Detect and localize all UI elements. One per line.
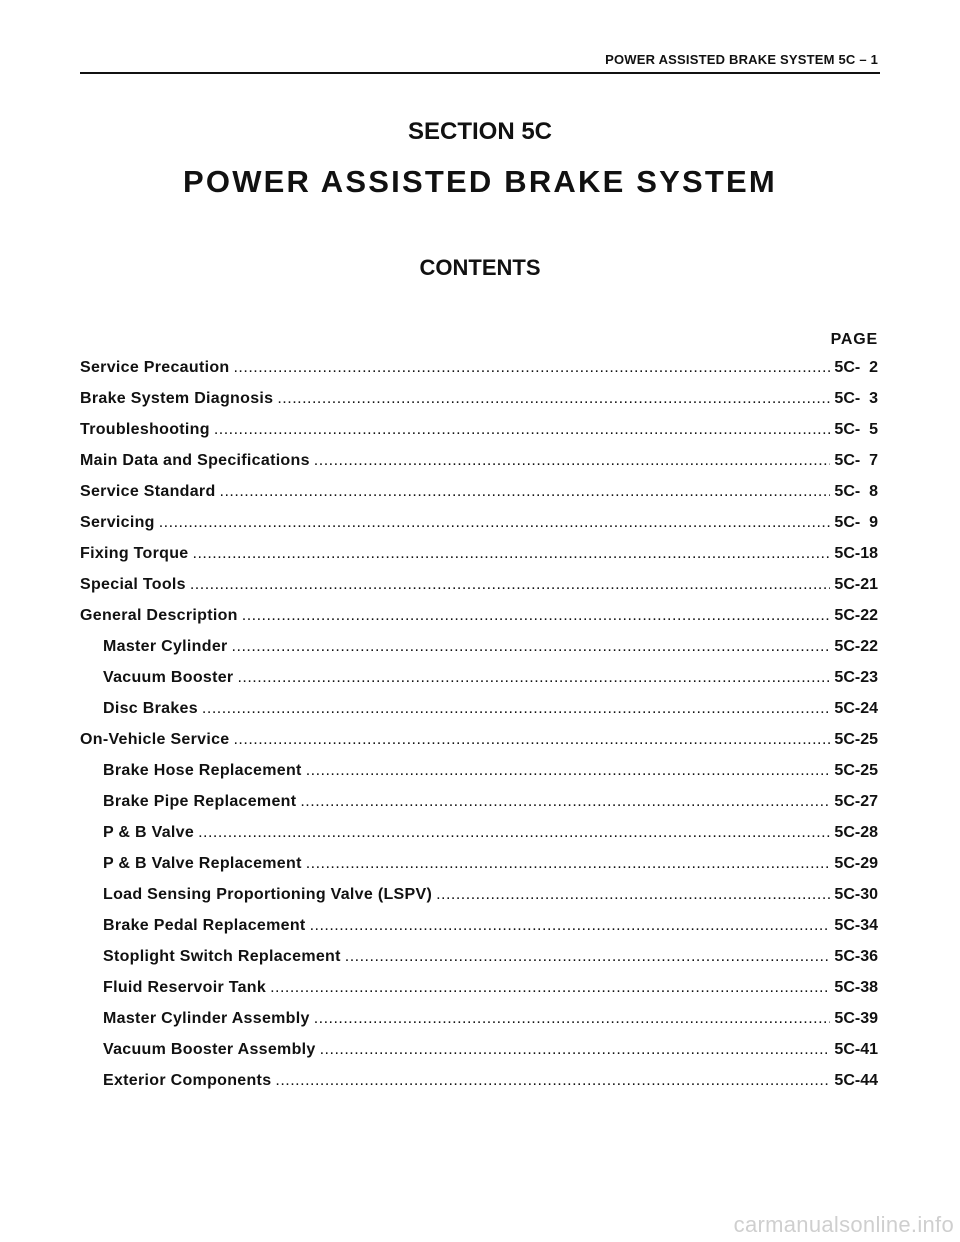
dot-leader — [193, 545, 831, 563]
toc-entry-general-description[interactable] — [80, 607, 878, 638]
toc-entry-service-standard[interactable] — [80, 483, 878, 514]
toc-entry-title: P & B Valve Replacement — [103, 855, 302, 872]
toc-entry-p-and-b-valve-replacement[interactable] — [80, 855, 878, 886]
toc-entry-stoplight-switch-replacement[interactable] — [80, 948, 878, 979]
toc-entry-page: 5C-24 — [834, 700, 878, 717]
toc-entry-main-data-and-specifications[interactable] — [80, 452, 878, 483]
toc-entry-title: Brake System Diagnosis — [80, 390, 274, 407]
toc-entry-title: Master Cylinder — [103, 638, 228, 655]
toc-entry-exterior-components[interactable] — [80, 1072, 878, 1103]
toc-entry-title: Stoplight Switch Replacement — [103, 948, 341, 965]
toc-entry-master-cylinder-assembly[interactable] — [80, 1010, 878, 1041]
toc-entry-title: Main Data and Specifications — [80, 452, 310, 469]
toc-entry-title: Exterior Components — [103, 1072, 272, 1089]
toc-entry-page: 5C- 5 — [834, 421, 878, 438]
dot-leader — [275, 1072, 830, 1090]
toc-entry-page: 5C-25 — [834, 762, 878, 779]
dot-leader — [159, 514, 831, 532]
dot-leader — [242, 607, 831, 625]
toc-entry-brake-system-diagnosis[interactable] — [80, 390, 878, 421]
dot-leader — [220, 483, 831, 501]
toc-entry-page: 5C- 7 — [834, 452, 878, 469]
contents-heading: CONTENTS — [419, 255, 541, 280]
toc-entry-page: 5C-21 — [834, 576, 878, 593]
dot-leader — [436, 886, 830, 904]
toc-entry-load-sensing-proportioning-valve[interactable] — [80, 886, 878, 917]
toc-entry-page: 5C-34 — [834, 917, 878, 934]
toc-entry-p-and-b-valve[interactable] — [80, 824, 878, 855]
toc-entry-page: 5C-22 — [834, 638, 878, 655]
toc-entry-title: Brake Pipe Replacement — [103, 793, 297, 810]
toc-entry-page: 5C-29 — [834, 855, 878, 872]
dot-leader — [233, 731, 830, 749]
section-label: SECTION 5C — [407, 118, 553, 145]
dot-leader — [300, 793, 830, 811]
toc-entry-special-tools[interactable] — [80, 576, 878, 607]
dot-leader — [314, 1010, 831, 1028]
toc-entry-title: Fluid Reservoir Tank — [103, 979, 267, 996]
toc-entry-title: Fixing Torque — [80, 545, 189, 562]
toc-entry-title: Vacuum Booster — [103, 669, 234, 686]
toc-entry-title: Servicing — [80, 514, 155, 531]
toc-entry-page: 5C-36 — [834, 948, 878, 965]
dot-leader — [232, 638, 831, 656]
toc-entry-title: Master Cylinder Assembly — [103, 1010, 310, 1027]
toc-entry-page: 5C- 8 — [834, 483, 878, 500]
toc-entry-title: P & B Valve — [103, 824, 195, 841]
toc-entry-title: Service Standard — [80, 483, 216, 500]
toc-entry-title: General Description — [80, 607, 238, 624]
dot-leader — [277, 390, 830, 408]
toc-entry-page: 5C-25 — [834, 731, 878, 748]
toc-entry-vacuum-booster[interactable] — [80, 669, 878, 700]
toc-entry-page: 5C-27 — [834, 793, 878, 810]
toc-entry-title: Special Tools — [80, 576, 186, 593]
running-header: POWER ASSISTED BRAKE SYSTEM 5C – 1 — [605, 52, 878, 67]
toc-entry-page: 5C-30 — [834, 886, 878, 903]
toc-entry-page: 5C-28 — [834, 824, 878, 841]
dot-leader — [345, 948, 831, 966]
dot-leader — [202, 700, 831, 718]
toc-entry-page: 5C-38 — [834, 979, 878, 996]
toc-entry-brake-pedal-replacement[interactable] — [80, 917, 878, 948]
dot-leader — [198, 824, 830, 842]
watermark: carmanualsonline.info — [733, 1212, 954, 1237]
toc-entry-brake-hose-replacement[interactable] — [80, 762, 878, 793]
dot-leader — [233, 359, 830, 377]
toc-entry-title: Disc Brakes — [103, 700, 198, 717]
toc-entry-title: Vacuum Booster Assembly — [103, 1041, 316, 1058]
dot-leader — [270, 979, 830, 997]
toc-entry-page: 5C-44 — [834, 1072, 878, 1089]
toc-entry-title: On-Vehicle Service — [80, 731, 230, 748]
toc-entry-title: Load Sensing Proportioning Valve (LSPV) — [103, 886, 433, 903]
toc-entry-title: Brake Pedal Replacement — [103, 917, 306, 934]
toc-entry-page: 5C-39 — [834, 1010, 878, 1027]
toc-entry-page: 5C- 9 — [834, 514, 878, 531]
dot-leader — [214, 421, 831, 439]
dot-leader — [320, 1041, 831, 1059]
dot-leader — [310, 917, 831, 935]
toc-entry-troubleshooting[interactable] — [80, 421, 878, 452]
toc-entry-page: 5C-23 — [834, 669, 878, 686]
toc-entry-title: Service Precaution — [80, 359, 230, 376]
dot-leader — [190, 576, 831, 594]
toc-entry-on-vehicle-service[interactable] — [80, 731, 878, 762]
toc-entry-disc-brakes[interactable] — [80, 700, 878, 731]
toc-entry-master-cylinder[interactable] — [80, 638, 878, 669]
dot-leader — [237, 669, 830, 687]
dot-leader — [306, 855, 831, 873]
section-title: POWER ASSISTED BRAKE SYSTEM — [183, 164, 777, 199]
toc-entry-servicing[interactable] — [80, 514, 878, 545]
header-rule — [80, 72, 880, 74]
page-column-label: PAGE — [830, 331, 878, 348]
dot-leader — [306, 762, 831, 780]
table-of-contents — [80, 359, 878, 1103]
dot-leader — [314, 452, 831, 470]
toc-entry-service-precaution[interactable] — [80, 359, 878, 390]
toc-entry-page: 5C- 2 — [834, 359, 878, 376]
toc-entry-page: 5C-22 — [834, 607, 878, 624]
toc-entry-page: 5C-18 — [834, 545, 878, 562]
toc-entry-page: 5C-41 — [834, 1041, 878, 1058]
toc-entry-brake-pipe-replacement[interactable] — [80, 793, 878, 824]
toc-entry-title: Troubleshooting — [80, 421, 210, 438]
toc-entry-fluid-reservoir-tank[interactable] — [80, 979, 878, 1010]
toc-entry-page: 5C- 3 — [834, 390, 878, 407]
toc-entry-title: Brake Hose Replacement — [103, 762, 302, 779]
toc-entry-vacuum-booster-assembly[interactable] — [80, 1041, 878, 1072]
toc-entry-fixing-torque[interactable] — [80, 545, 878, 576]
